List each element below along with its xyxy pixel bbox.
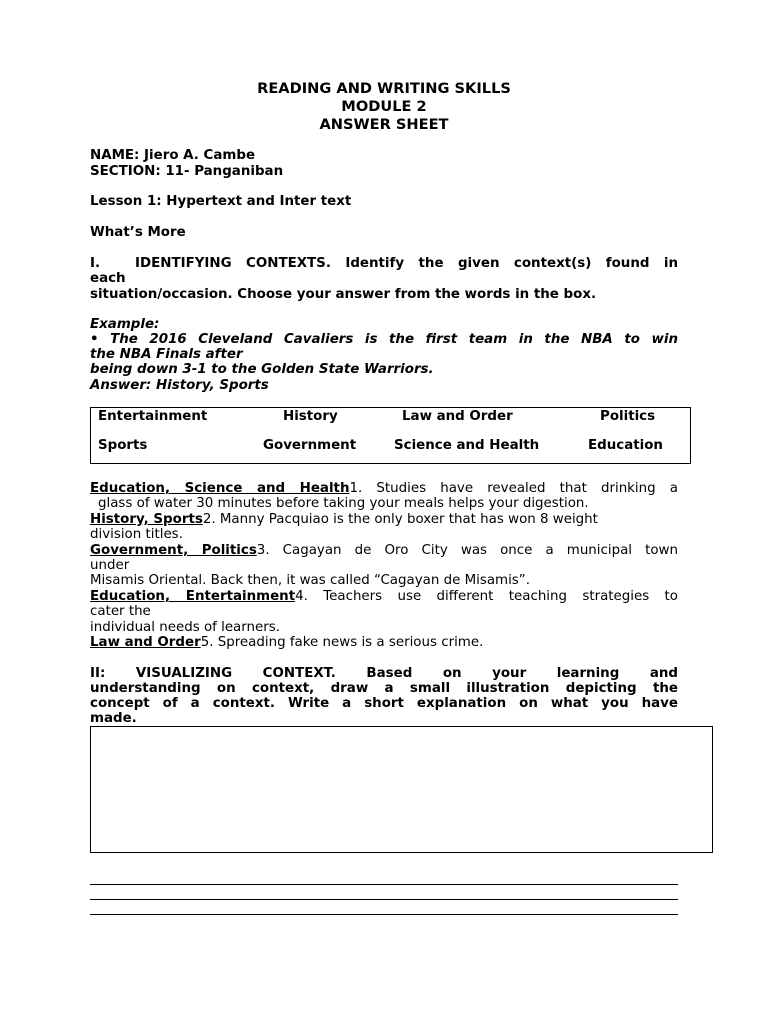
title-line-3: ANSWER SHEET	[319, 116, 449, 133]
title-line-1: READING AND WRITING SKILLS	[257, 80, 511, 97]
choice-science-and-health: Science and Health	[394, 438, 540, 453]
illustration-box	[90, 726, 713, 853]
choice-entertainment: Entertainment	[98, 409, 208, 424]
choice-government: Government	[263, 438, 357, 453]
answer-1-choice: Education, Science and Health	[90, 481, 350, 496]
student-section: SECTION: 11- Panganiban	[90, 164, 284, 179]
lesson-title: Lesson 1: Hypertext and Inter text	[90, 194, 352, 209]
answer-3-text-cont2: Misamis Oriental. Back then, it was called “Cagayan de Misamis”.	[90, 573, 530, 588]
choice-law-and-order: Law and Order	[402, 409, 513, 424]
answer-1-text: 1. Studies have revealed that drinking a	[349, 481, 678, 496]
student-name: NAME: Jiero A. Cambe	[90, 148, 256, 163]
part1-heading	[90, 256, 678, 271]
example-answer: Answer: History, Sports	[90, 378, 269, 393]
part2-line4: made.	[90, 711, 137, 726]
part1-heading-text: IDENTIFYING CONTEXTS. Identify the given context(s) found in	[135, 256, 678, 271]
answer-4-text-cont: cater the	[90, 604, 151, 619]
explanation-line-1	[90, 884, 678, 885]
choice-sports: Sports	[98, 438, 148, 453]
answer-5-choice: Law and Order	[90, 635, 201, 650]
answer-3-text-cont: under	[90, 558, 130, 573]
choice-history: History	[283, 409, 338, 424]
answer-1-text-cont: glass of water 30 minutes before taking your meals helps your digestion.	[98, 496, 589, 511]
answer-item-3	[90, 543, 678, 558]
choice-politics: Politics	[600, 409, 656, 424]
explanation-line-3	[90, 914, 678, 915]
answer-4-choice: Education, Entertainment	[90, 589, 296, 604]
title-line-2: MODULE 2	[341, 98, 427, 115]
answer-2-text: 2. Manny Pacquiao is the only boxer that has won 8 weight	[202, 512, 598, 527]
answer-3-choice: Government, Politics	[90, 543, 257, 558]
part1-line2: each	[90, 271, 126, 286]
example-line1: • The 2016 Cleveland Cavaliers is the first team in the NBA to win	[90, 332, 678, 347]
answer-2-choice: History, Sports	[90, 512, 203, 527]
choice-education: Education	[588, 438, 663, 453]
answer-item-5	[90, 635, 678, 650]
part1-line3: situation/occasion. Choose your answer from the words in the box.	[90, 287, 597, 302]
part2-line3: concept of a context. Write a short explanation on what you have	[90, 696, 678, 711]
answer-item-1	[90, 481, 678, 496]
part2-line2: understanding on context, draw a small illustration depicting the	[90, 681, 678, 696]
example-label: Example:	[90, 317, 160, 332]
answer-item-4	[90, 589, 678, 604]
answer-4-text: 4. Teachers use different teaching strategies to	[295, 589, 679, 604]
example-line3: being down 3-1 to the Golden State Warriors.	[90, 362, 434, 377]
example-line2: the NBA Finals after	[90, 347, 243, 362]
explanation-line-2	[90, 899, 678, 900]
answer-2-text-cont: division titles.	[90, 527, 183, 542]
part1-number: I.	[90, 256, 101, 271]
part2-line1: II: VISUALIZING CONTEXT. Based on your learning and	[90, 666, 678, 681]
whats-more-heading: What’s More	[90, 225, 186, 240]
answer-item-2	[90, 512, 678, 527]
answer-4-text-cont2: individual needs of learners.	[90, 620, 280, 635]
answer-5-text: 5. Spreading fake news is a serious crime.	[200, 635, 484, 650]
document-title	[90, 80, 678, 134]
answer-3-text: 3. Cagayan de Oro City was once a municipal town	[256, 543, 678, 558]
word-choice-box	[90, 407, 691, 464]
